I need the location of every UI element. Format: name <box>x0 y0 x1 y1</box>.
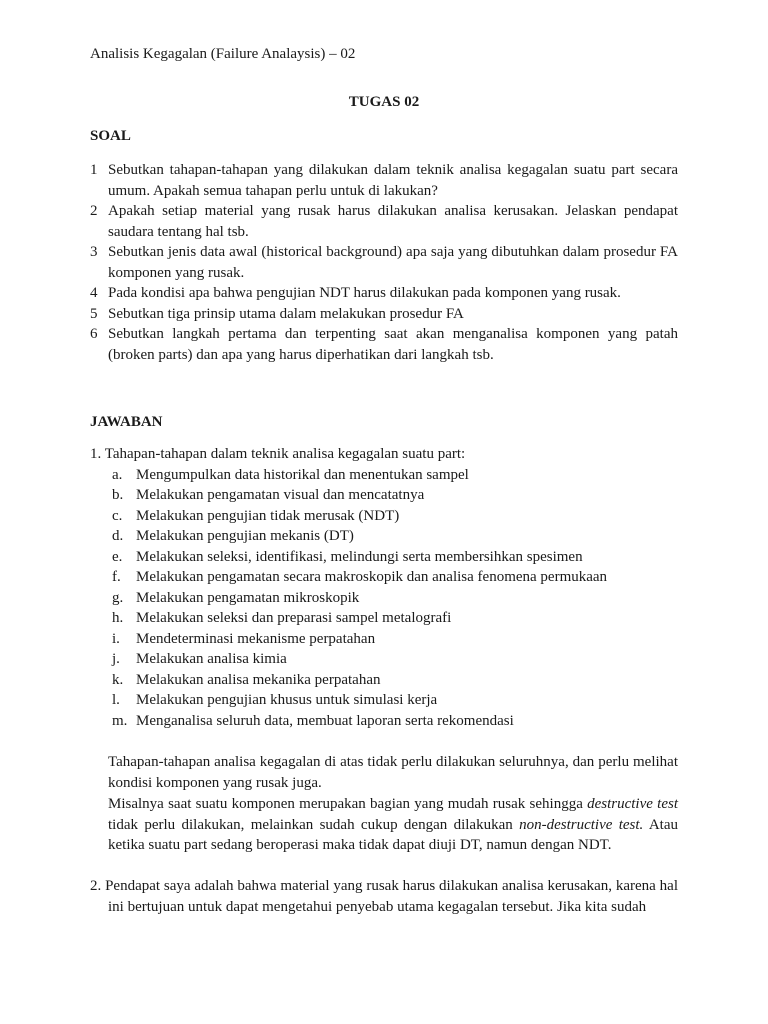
question-list <box>90 160 678 365</box>
question-item <box>90 201 678 242</box>
step-text: Melakukan analisa kimia <box>136 651 287 667</box>
step-letter: a. <box>112 466 123 483</box>
step-text: Menganalisa seluruh data, membuat laporan serta rekomendasi <box>136 712 514 729</box>
answer-2 <box>90 876 678 917</box>
question-text: Sebutkan jenis data awal (historical background) apa saja yang dibutuhkan dalam prosedur FA komponen yang rusak. <box>108 244 678 281</box>
question-text: Sebutkan tiga prinsip utama dalam melakukan prosedur FA <box>108 305 464 322</box>
step-text: Melakukan analisa mekanika perpatahan <box>136 671 381 688</box>
step-letter: b. <box>112 487 124 503</box>
question-item <box>90 283 678 304</box>
step-text: Melakukan pengujian tidak merusak (NDT) <box>136 507 400 524</box>
question-number: 4 <box>90 285 98 301</box>
step-item <box>90 649 678 670</box>
step-letter: k. <box>112 671 124 688</box>
question-text: Sebutkan langkah pertama dan terpenting saat akan menganalisa komponen yang patah (broken parts) dan apa yang harus diperhatikan dari langkah tsb. <box>108 326 678 363</box>
question-number: 3 <box>90 244 98 260</box>
soal-heading: SOAL <box>90 128 131 144</box>
answer-1-intro: 1. Tahapan-tahapan dalam teknik analisa kegagalan suatu part: <box>90 446 466 462</box>
question-item <box>90 242 678 283</box>
step-text: Melakukan pengamatan mikroskopik <box>136 589 360 606</box>
step-letter: j. <box>112 651 120 667</box>
step-item <box>90 485 678 506</box>
step-text: Melakukan pengamatan visual dan mencatatnya <box>136 487 425 503</box>
step-letter: h. <box>112 610 124 626</box>
step-item <box>90 547 678 568</box>
step-letter: i. <box>112 630 120 647</box>
step-letter: f. <box>112 569 121 585</box>
step-letter: g. <box>112 589 124 606</box>
step-item <box>90 567 678 588</box>
step-letter: m. <box>112 712 128 729</box>
answer-1 <box>90 444 678 731</box>
page-header: Analisis Kegagalan (Failure Analaysis) – 02 <box>90 46 356 62</box>
step-letter: l. <box>112 692 120 708</box>
step-text: Melakukan seleksi, identifikasi, melindungi serta membersihkan spesimen <box>136 548 583 565</box>
question-item <box>90 160 678 201</box>
question-item <box>90 324 678 365</box>
step-item <box>90 526 678 547</box>
step-item <box>90 465 678 486</box>
step-letter: d. <box>112 528 124 544</box>
step-item <box>90 670 678 691</box>
step-text: Melakukan pengujian mekanis (DT) <box>136 528 354 544</box>
step-text: Melakukan seleksi dan preparasi sampel metalografi <box>136 610 452 626</box>
step-item <box>90 690 678 711</box>
step-text: Mendeterminasi mekanisme perpatahan <box>136 630 376 647</box>
step-item <box>90 506 678 527</box>
question-number: 5 <box>90 305 98 322</box>
answer-1-paragraph-1: Tahapan-tahapan analisa kegagalan di atas tidak perlu dilakukan seluruhnya, dan perlu melihat kondisi komponen yang rusak juga. <box>108 754 678 791</box>
answer-1-paragraph-2 <box>108 794 678 856</box>
paragraph-text: Misalnya saat suatu komponen merupakan bagian yang mudah rusak sehingga <box>108 796 588 812</box>
step-item <box>90 711 678 732</box>
paragraph-text: tidak perlu dilakukan, melainkan sudah cukup dengan dilakukan <box>108 816 520 833</box>
question-number: 6 <box>90 326 98 342</box>
question-text: Sebutkan tahapan-tahapan yang dilakukan dalam teknik analisa kegagalan suatu part secara umum. Apakah semua tahapan perlu untuk di lakukan? <box>108 162 678 199</box>
step-letter: e. <box>112 548 123 565</box>
answer-2-text: 2. Pendapat saya adalah bahwa material yang rusak harus dilakukan analisa kerusakan, karena hal ini bertujuan untuk dapat mengetahui penyebab utama kegagalan tersebut. Jika kita sudah <box>90 878 678 915</box>
emphasis-non-destructive: non-destructive test. <box>519 816 644 833</box>
step-text: Mengumpulkan data historikal dan menentukan sampel <box>136 466 469 483</box>
step-text: Melakukan pengujian khusus untuk simulasi kerja <box>136 692 438 708</box>
step-item <box>90 588 678 609</box>
step-item <box>90 629 678 650</box>
question-number: 1 <box>90 162 98 178</box>
document-title: TUGAS 02 <box>348 94 420 110</box>
paragraph-text: Atau ketika suatu part sedang beroperasi maka tidak dapat diuji DT, namun dengan NDT. <box>108 816 678 853</box>
question-text: Pada kondisi apa bahwa pengujian NDT harus dilakukan pada komponen yang rusak. <box>108 285 621 301</box>
question-number: 2 <box>90 203 98 219</box>
emphasis-destructive: destructive test <box>587 796 679 812</box>
jawaban-heading: JAWABAN <box>90 414 163 430</box>
step-item <box>90 608 678 629</box>
question-item <box>90 304 678 325</box>
step-letter: c. <box>112 507 123 524</box>
step-text: Melakukan pengamatan secara makroskopik dan analisa fenomena permukaan <box>136 569 608 585</box>
question-text: Apakah setiap material yang rusak harus dilakukan analisa kerusakan. Jelaskan pendapat saudara tentang hal tsb. <box>108 203 678 240</box>
